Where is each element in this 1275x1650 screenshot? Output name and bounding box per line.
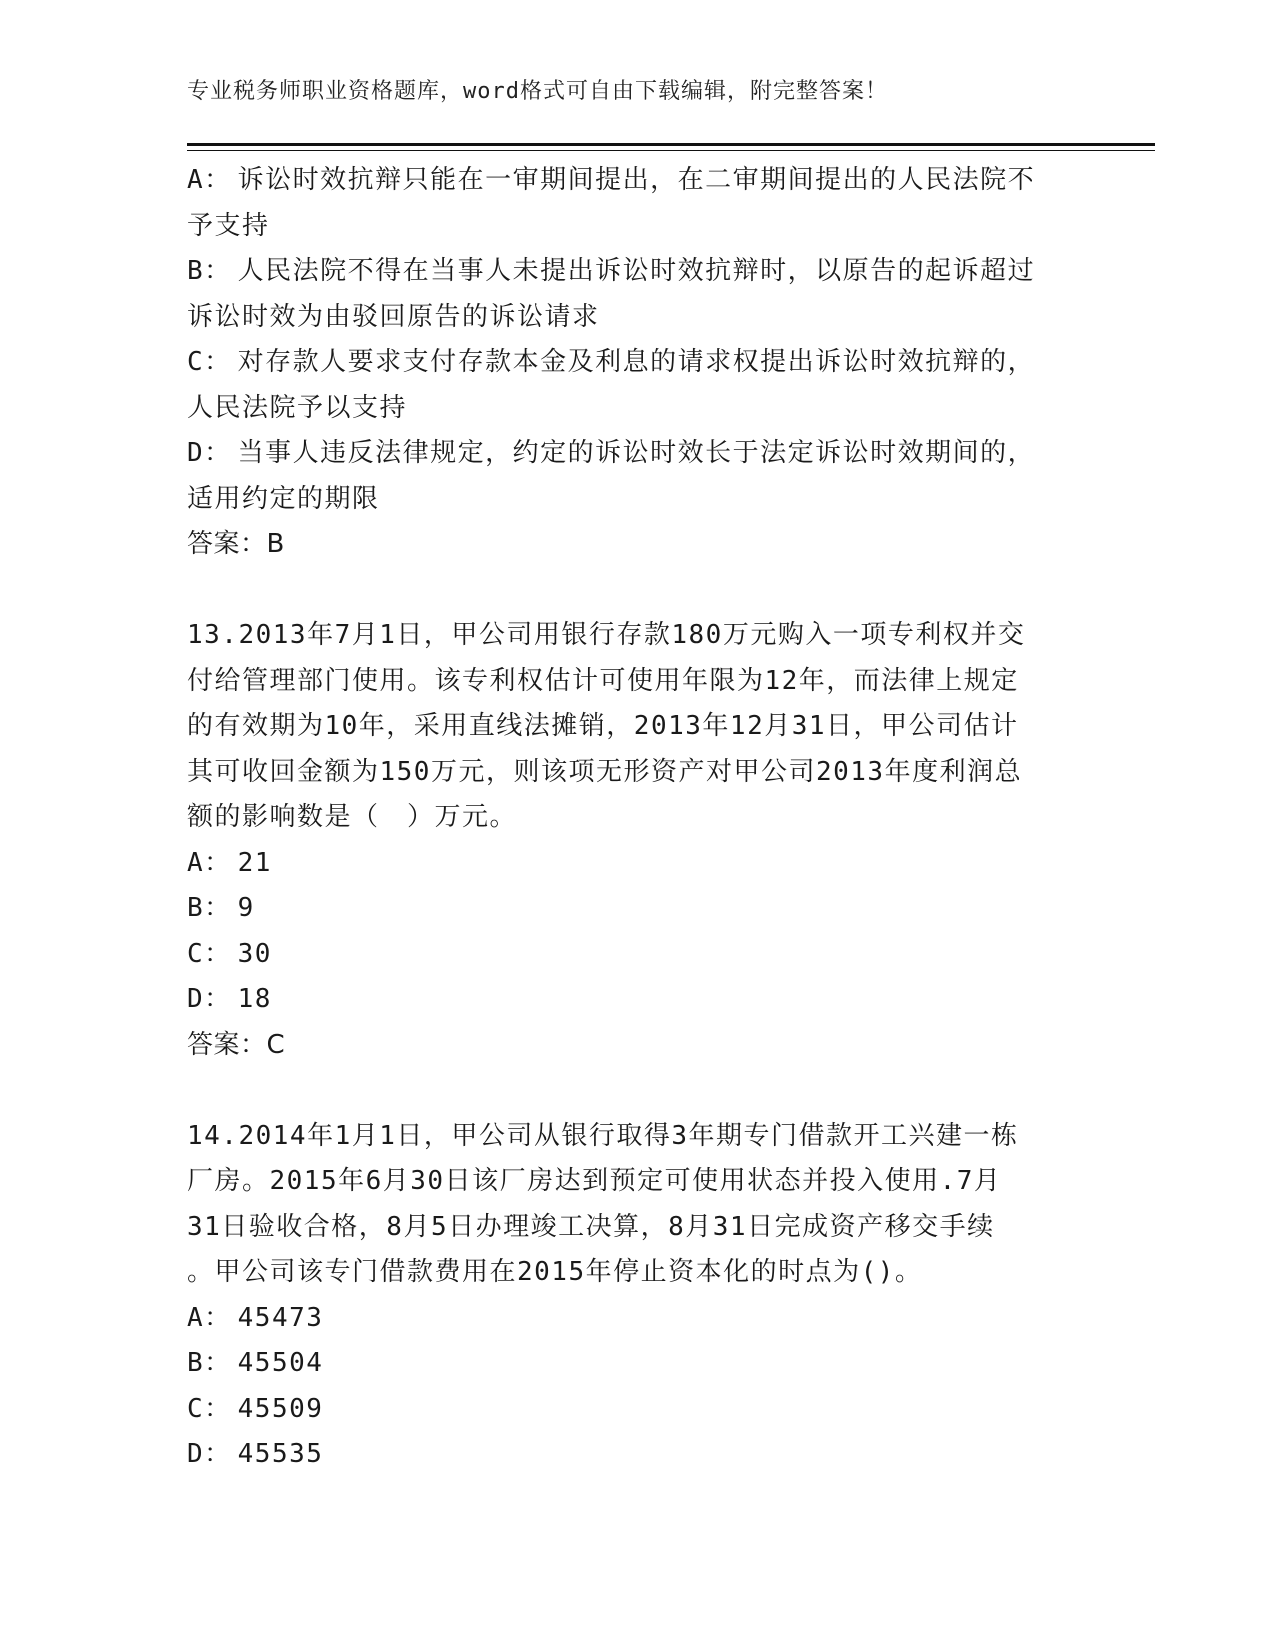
q14-option-d: [187, 1432, 1087, 1478]
option-value: 9: [237, 893, 255, 923]
option-key: C：: [187, 347, 232, 377]
stem-line: 的有效期为10年，采用直线法摊销，2013年12月31日，甲公司估计: [187, 711, 1019, 741]
spacer: [187, 1068, 1087, 1114]
option-key: B：: [187, 1348, 232, 1378]
q13-option-a: [187, 841, 1087, 887]
q12-option-a: [187, 158, 1087, 249]
option-value: 18: [237, 984, 272, 1014]
option-text-cont: 予支持: [187, 210, 270, 241]
page-header: 专业税务师职业资格题库，word格式可自由下载编辑，附完整答案！: [187, 79, 888, 104]
q13-option-b: [187, 886, 1087, 932]
stem-line: 31日验收合格，8月5日办理竣工决算，8月31日完成资产移交手续: [187, 1211, 995, 1242]
stem-line: 14.2014年1月1日，甲公司从银行取得3年期专门借款开工兴建一栋: [187, 1120, 1019, 1151]
spacer: [187, 568, 1087, 614]
option-key: A：: [187, 1302, 232, 1333]
q12-option-b: [187, 249, 1087, 340]
option-value: 45509: [237, 1393, 324, 1424]
option-key: D：: [187, 984, 232, 1014]
option-key: A：: [187, 847, 232, 878]
option-text: 诉讼时效抗辩只能在一审期间提出，在二审期间提出的人民法院不: [237, 165, 1036, 195]
stem-line: 厂房。2015年6月30日该厂房达到预定可使用状态并投入使用.7月: [187, 1166, 1002, 1196]
q14-stem: [187, 1114, 1087, 1296]
q13-answer: 答案：C: [187, 1029, 286, 1060]
question-content: [187, 158, 1087, 1478]
q12-option-c: [187, 340, 1087, 431]
q13-stem: [187, 613, 1087, 841]
stem-line: 付给管理部门使用。该专利权估计可使用年限为12年，而法律上规定: [187, 665, 1019, 696]
q14-option-b: [187, 1341, 1087, 1387]
option-text: 当事人违反法律规定，约定的诉讼时效长于法定诉讼时效期间的，: [237, 438, 1036, 468]
q14-option-a: [187, 1296, 1087, 1342]
q13-option-d: [187, 977, 1087, 1023]
q14-option-c: [187, 1387, 1087, 1433]
option-key: A：: [187, 165, 232, 195]
stem-line: 。甲公司该专门借款费用在2015年停止资本化的时点为()。: [187, 1257, 923, 1287]
q12-option-d: [187, 431, 1087, 522]
option-key: C：: [187, 1393, 232, 1424]
option-text: 人民法院不得在当事人未提出诉讼时效抗辩时，以原告的起诉超过: [237, 256, 1036, 286]
q13-option-c: [187, 932, 1087, 978]
option-text: 对存款人要求支付存款本金及利息的请求权提出诉讼时效抗辩的，: [237, 347, 1036, 377]
option-key: D：: [187, 1439, 232, 1469]
option-text-cont: 人民法院予以支持: [187, 392, 408, 423]
option-key: D：: [187, 438, 232, 468]
q12-answer: 答案：B: [187, 529, 285, 559]
stem-line: 额的影响数是（ ）万元。: [187, 802, 518, 832]
option-key: B：: [187, 893, 232, 923]
option-value: 45535: [237, 1439, 324, 1469]
option-value: 30: [237, 938, 272, 969]
option-key: B：: [187, 256, 232, 286]
option-text-cont: 适用约定的期限: [187, 483, 380, 514]
option-key: C：: [187, 938, 232, 969]
option-value: 45504: [237, 1348, 324, 1378]
option-value: 21: [237, 847, 272, 878]
stem-line: 13.2013年7月1日，甲公司用银行存款180万元购入一项专利权并交: [187, 620, 1026, 650]
header-rule-thin: [187, 150, 1155, 151]
option-text-cont: 诉讼时效为由驳回原告的诉讼请求: [187, 301, 600, 332]
option-value: 45473: [237, 1302, 324, 1333]
stem-line: 其可收回金额为150万元，则该项无形资产对甲公司2013年度利润总: [187, 756, 1023, 787]
header-rule-thick: [187, 143, 1155, 146]
